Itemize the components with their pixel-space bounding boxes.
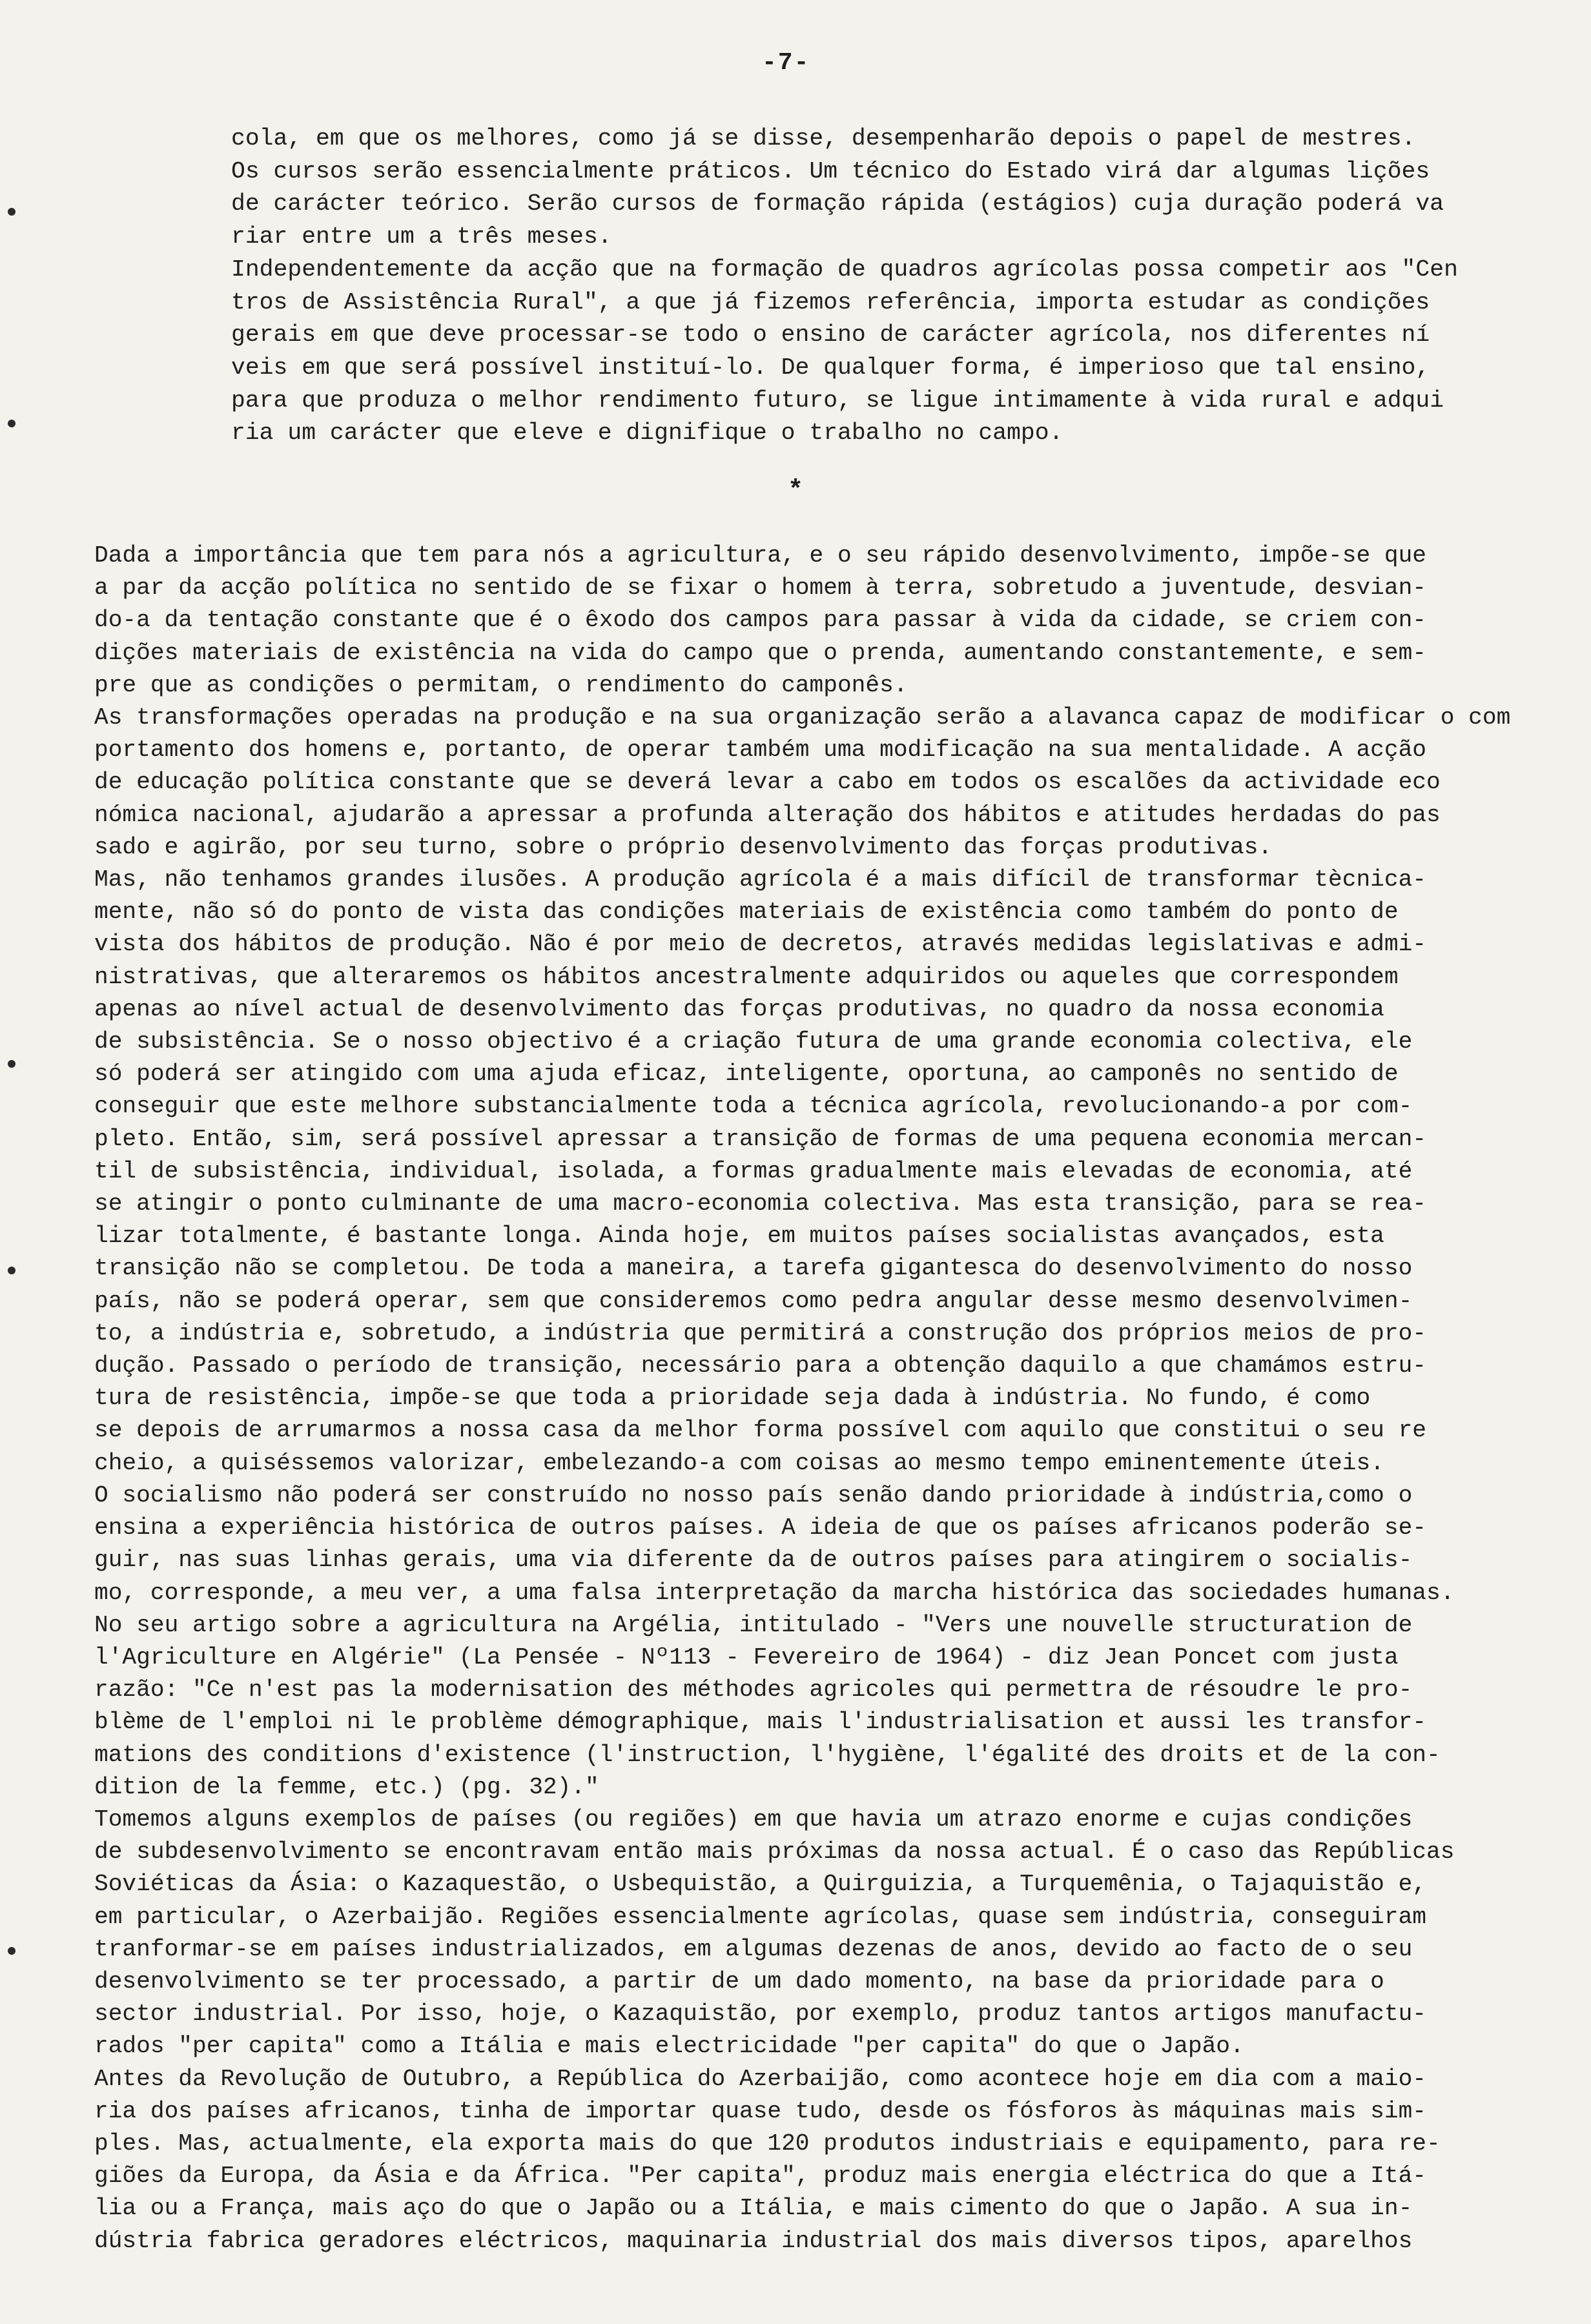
text-line: dições materiais de existência na vida do campo que o prenda, aumentando constantemente, e sem- — [94, 639, 1427, 666]
text-line: dition de la femme, etc.) (pg. 32)." — [94, 1773, 599, 1800]
text-line: para que produza o melhor rendimento futuro, se ligue intimamente à vida rural e adqui — [231, 387, 1444, 414]
text-line: de subdesenvolvimento se encontravam então mais próximas da nossa actual. É o caso das Repúblicas — [94, 1839, 1455, 1866]
text-line: vista dos hábitos de produção. Não é por meio de decretos, através medidas legislativas e admi- — [94, 931, 1427, 958]
text-line: sado e agirão, por seu turno, sobre o próprio desenvolvimento das forças produtivas. — [94, 833, 1273, 861]
section-separator: * — [788, 476, 804, 505]
text-line: se depois de arrumarmos a nossa casa da melhor forma possível com aquilo que constitui o seu re — [94, 1417, 1427, 1444]
text-line: razão: "Ce n'est pas la modernisation des méthodes agricoles qui permettra de résoudre le pro- — [94, 1677, 1413, 1704]
text-line: de educação política constante que se deverá levar a cabo em todos os escalões da actividade eco — [94, 769, 1441, 796]
text-line: lia ou a França, mais aço do que o Japão ou a Itália, e mais cimento do que o Japão. A sua in- — [94, 2195, 1413, 2222]
text-line: portamento dos homens e, portanto, de operar também uma modificação na sua mentalidade. A acção — [94, 737, 1427, 764]
margin-dot-mark — [8, 208, 15, 216]
text-line: país, não se poderá operar, sem que consideremos como pedra angular desse mesmo desenvolvimen- — [94, 1287, 1413, 1314]
page-number: -7- — [762, 49, 810, 77]
text-line: mations des conditions d'existence (l'instruction, l'hygiène, l'égalité des droits et de la con- — [94, 1741, 1441, 1768]
text-line: til de subsistência, individual, isolada, a formas gradualmente mais elevadas de economia, até — [94, 1157, 1413, 1185]
main-text-block — [94, 540, 1529, 2258]
text-line: só poderá ser atingido com uma ajuda eficaz, inteligente, oportuna, ao camponês no sentido de — [94, 1061, 1399, 1088]
text-line: Soviéticas da Ásia: o Kazaquestão, o Usbequistão, a Quirguizia, a Turquemênia, o Tajaquistão e, — [94, 1871, 1427, 1898]
margin-dot-mark — [8, 1060, 15, 1068]
text-line: gerais em que deve processar-se todo o ensino de carácter agrícola, nos diferentes ní — [231, 321, 1430, 349]
text-line: No seu artigo sobre a agricultura na Argélia, intitulado - "Vers une nouvelle structuration de — [94, 1611, 1413, 1638]
text-line: ria dos países africanos, tinha de importar quase tudo, desde os fósforos às máquinas mais sim- — [94, 2097, 1427, 2125]
text-line: dução. Passado o período de transição, necessário para a obtenção daquilo a que chamámos estru- — [94, 1352, 1427, 1380]
text-line: lizar totalmente, é bastante longa. Ainda hoje, em muitos países socialistas avançados, esta — [94, 1223, 1384, 1250]
margin-dot-mark — [8, 420, 15, 427]
text-line: desenvolvimento se ter processado, a partir de um dado momento, na base da prioridade para o — [94, 1968, 1384, 1995]
text-line: Independentemente da acção que na formação de quadros agrícolas possa competir aos "Cen — [231, 256, 1458, 283]
text-line: As transformações operadas na produção e na sua organização serão a alavanca capaz de modificar o com — [94, 704, 1511, 731]
text-line: pre que as condições o permitam, o rendimento do camponês. — [94, 671, 908, 698]
text-line: l'Agriculture en Algérie" (La Pensée - Nº113 - Fevereiro de 1964) - diz Jean Poncet com justa — [94, 1644, 1399, 1671]
text-line: a par da acção política no sentido de se fixar o homem à terra, sobretudo a juventude, desvian- — [94, 575, 1427, 602]
text-line: de carácter teórico. Serão cursos de formação rápida (estágios) cuja duração poderá va — [231, 190, 1444, 218]
text-line: cheio, a quiséssemos valorizar, embelezando-a com coisas ao mesmo tempo eminentemente úteis. — [94, 1449, 1384, 1476]
text-line: ples. Mas, actualmente, ela exporta mais do que 120 produtos industriais e equipamento, para re- — [94, 2130, 1441, 2157]
text-line: nómica nacional, ajudarão a apressar a profunda alteração dos hábitos e atitudes herdadas do pas — [94, 801, 1441, 828]
text-line: sector industrial. Por isso, hoje, o Kazaquistão, por exemplo, produz tantos artigos manufactu- — [94, 2001, 1427, 2028]
text-line: to, a indústria e, sobretudo, a indústria que permitirá a construção dos próprios meios de pro- — [94, 1320, 1427, 1347]
text-line: tros de Assistência Rural", a que já fizemos referência, importa estudar as condições — [231, 289, 1430, 316]
text-line: dústria fabrica geradores eléctricos, maquinaria industrial dos mais diversos tipos, aparelhos — [94, 2227, 1413, 2254]
text-line: Os cursos serão essencialmente práticos. Um técnico do Estado virá dar algumas lições — [231, 158, 1430, 185]
text-line: mo, corresponde, a meu ver, a uma falsa interpretação da marcha histórica das sociedades humanas. — [94, 1579, 1455, 1606]
text-line: O socialismo não poderá ser construído no nosso país senão dando prioridade à indústria,como o — [94, 1482, 1413, 1509]
text-line: tura de resistência, impõe-se que toda a prioridade seja dada à indústria. No fundo, é como — [94, 1385, 1371, 1412]
text-line: Antes da Revolução de Outubro, a República do Azerbaijão, como acontece hoje em dia com a maio- — [94, 2065, 1427, 2092]
text-line: Mas, não tenhamos grandes ilusões. A produção agrícola é a mais difícil de transformar tècnica- — [94, 866, 1427, 893]
indented-paragraph-block — [231, 123, 1529, 450]
text-line: cola, em que os melhores, como já se disse, desempenharão depois o papel de mestres. — [231, 125, 1416, 152]
text-line: pleto. Então, sim, será possível apressar a transição de formas de uma pequena economia mercan- — [94, 1125, 1427, 1152]
margin-dot-mark — [8, 1267, 15, 1274]
text-line: guir, nas suas linhas gerais, uma via diferente da de outros países para atingirem o socialis- — [94, 1547, 1413, 1574]
text-line: apenas ao nível actual de desenvolvimento das forças produtivas, no quadro da nossa economia — [94, 995, 1384, 1023]
text-line: mente, não só do ponto de vista das condições materiais de existência como também do ponto de — [94, 899, 1399, 926]
text-line: em particular, o Azerbaijão. Regiões essencialmente agrícolas, quase sem indústria, conseguiram — [94, 1903, 1427, 1930]
text-line: blème de l'emploi ni le problème démographique, mais l'industrialisation et aussi les transfor- — [94, 1709, 1427, 1736]
text-line: conseguir que este melhore substancialmente toda a técnica agrícola, revolucionando-a por com- — [94, 1093, 1413, 1120]
text-line: ria um carácter que eleve e dignifique o trabalho no campo. — [231, 420, 1063, 447]
margin-dot-mark — [8, 1947, 15, 1955]
text-line: ensina a experiência histórica de outros países. A ideia de que os países africanos poderão se- — [94, 1514, 1427, 1542]
text-line: transição não se completou. De toda a maneira, a tarefa gigantesca do desenvolvimento do nosso — [94, 1255, 1413, 1282]
text-line: Dada a importância que tem para nós a agricultura, e o seu rápido desenvolvimento, impõe-se que — [94, 542, 1427, 569]
text-line: do-a da tentação constante que é o êxodo dos campos para passar à vida da cidade, se criem con- — [94, 607, 1427, 634]
text-line: giões da Europa, da Ásia e da África. "Per capita", produz mais energia eléctrica do que a Itá- — [94, 2163, 1427, 2190]
text-line: veis em que será possível instituí-lo. De qualquer forma, é imperioso que tal ensino, — [231, 354, 1430, 381]
text-line: se atingir o ponto culminante de uma macro-economia colectiva. Mas esta transição, para se rea- — [94, 1190, 1427, 1218]
text-line: rados "per capita" como a Itália e mais electricidade "per capita" do que o Japão. — [94, 2033, 1244, 2060]
text-line: de subsistência. Se o nosso objectivo é a criação futura de uma grande economia colectiva, ele — [94, 1028, 1413, 1055]
text-line: Tomemos alguns exemplos de países (ou regiões) em que havia um atrazo enorme e cujas condições — [94, 1806, 1413, 1833]
text-line: tranformar-se em países industrializados, em algumas dezenas de anos, devido ao facto de o seu — [94, 1935, 1413, 1962]
text-line: riar entre um a três meses. — [231, 223, 612, 250]
text-line: nistrativas, que alteraremos os hábitos ancestralmente adquiridos ou aqueles que correspondem — [94, 963, 1399, 990]
